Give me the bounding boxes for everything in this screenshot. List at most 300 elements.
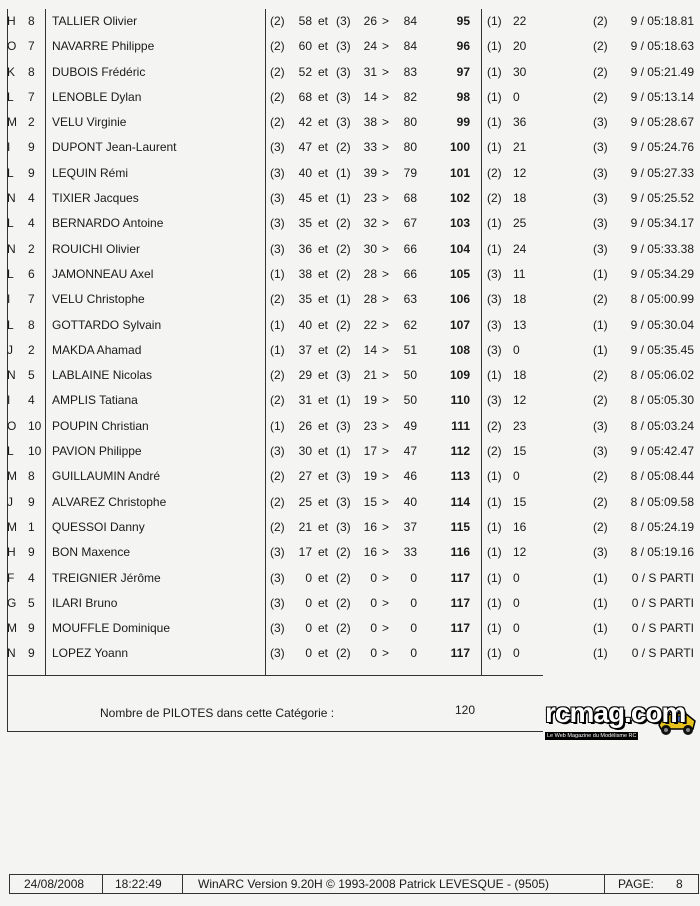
run-a-label: (2) xyxy=(270,14,285,28)
arrow-symbol: > xyxy=(382,469,390,484)
total-points: 80 xyxy=(403,140,417,155)
heat-letter: J xyxy=(7,342,13,357)
joiner-text: et xyxy=(318,292,329,307)
arrow-symbol: > xyxy=(382,115,390,130)
best-result: 8 / 05:05.30 xyxy=(630,393,694,408)
driver-name: PAVION Philippe xyxy=(52,444,142,459)
arrow-symbol: > xyxy=(382,342,390,357)
driver-name: LABLAINE Nicolas xyxy=(52,368,153,383)
joiner-text: et xyxy=(318,64,329,79)
run-a-laps: 37 xyxy=(298,342,312,357)
heat-letter: N xyxy=(7,368,16,383)
best-result: 9 / 05:34.17 xyxy=(630,216,694,231)
total-points: 84 xyxy=(403,39,417,54)
table-row xyxy=(0,641,700,666)
run-a-laps: 40 xyxy=(298,317,312,332)
arrow-symbol: > xyxy=(382,444,390,459)
run-a-laps: 26 xyxy=(298,418,312,433)
run-a-laps: 35 xyxy=(298,216,312,231)
qual-label: (1) xyxy=(487,89,502,104)
run-a-laps: 21 xyxy=(298,519,312,534)
total-points: 49 xyxy=(403,418,417,433)
driver-name: QUESSOI Danny xyxy=(52,519,145,534)
heat-letter: L xyxy=(7,266,14,281)
qual-label: (3) xyxy=(487,292,502,307)
footer-page-number: 8 xyxy=(676,877,683,891)
final-rank: 117 xyxy=(450,621,470,636)
driver-number: 9 xyxy=(28,165,35,180)
qual-points: 0 xyxy=(513,570,520,585)
best-result: 8 / 05:00.99 xyxy=(630,292,694,307)
heat-letter: L xyxy=(7,216,14,231)
driver-number: 4 xyxy=(28,570,35,585)
run-b-laps: 28 xyxy=(363,292,377,307)
joiner-text: et xyxy=(318,191,329,206)
pilot-count-label: Nombre de PILOTES dans cette Catégorie : xyxy=(100,706,335,720)
driver-number: 2 xyxy=(28,115,35,130)
total-points: 63 xyxy=(403,292,417,307)
qual-points: 18 xyxy=(513,292,527,307)
best-result: 9 / 05:18.81 xyxy=(630,14,694,28)
qual-points: 22 xyxy=(513,14,527,28)
driver-name: ALVAREZ Christophe xyxy=(52,494,167,509)
best-run-label: (3) xyxy=(593,216,608,231)
run-a-laps: 0 xyxy=(305,646,312,661)
driver-number: 4 xyxy=(28,216,35,231)
best-result: 8 / 05:19.16 xyxy=(630,545,694,560)
table-row xyxy=(0,211,700,236)
run-b-label: (3) xyxy=(336,368,351,383)
run-a-laps: 40 xyxy=(298,165,312,180)
run-b-label: (2) xyxy=(336,317,351,332)
total-points: 67 xyxy=(403,216,417,231)
final-rank: 100 xyxy=(449,140,470,155)
qual-label: (1) xyxy=(487,64,502,79)
qual-label: (1) xyxy=(487,39,502,54)
heat-letter: N xyxy=(7,241,16,256)
run-b-laps: 16 xyxy=(363,545,377,560)
qual-label: (3) xyxy=(487,342,502,357)
final-rank: 113 xyxy=(450,469,470,484)
driver-number: 8 xyxy=(28,14,35,28)
run-b-label: (1) xyxy=(336,393,351,408)
run-b-label: (2) xyxy=(336,621,351,636)
table-row xyxy=(0,135,700,160)
arrow-symbol: > xyxy=(382,494,390,509)
qual-points: 0 xyxy=(513,595,520,610)
joiner-text: et xyxy=(318,519,329,534)
run-a-label: (2) xyxy=(270,64,285,79)
joiner-text: et xyxy=(318,266,329,281)
run-a-laps: 58 xyxy=(298,14,312,28)
run-b-laps: 22 xyxy=(363,317,377,332)
run-a-laps: 0 xyxy=(305,570,312,585)
run-a-laps: 0 xyxy=(305,621,312,636)
total-points: 0 xyxy=(410,570,417,585)
final-rank: 108 xyxy=(449,342,470,357)
heat-letter: K xyxy=(7,64,16,79)
driver-name: BERNARDO Antoine xyxy=(52,216,164,231)
best-result: 9 / 05:42.47 xyxy=(630,444,694,459)
table-row xyxy=(0,464,700,489)
run-b-laps: 19 xyxy=(363,469,377,484)
total-points: 79 xyxy=(403,165,417,180)
run-b-label: (2) xyxy=(336,595,351,610)
heat-letter: N xyxy=(7,191,16,206)
qual-points: 13 xyxy=(513,317,527,332)
best-run-label: (2) xyxy=(593,368,608,383)
run-b-laps: 32 xyxy=(363,216,377,231)
arrow-symbol: > xyxy=(382,39,390,54)
heat-letter: M xyxy=(7,115,17,130)
arrow-symbol: > xyxy=(382,140,390,155)
best-run-label: (1) xyxy=(593,317,608,332)
driver-number: 5 xyxy=(28,595,35,610)
run-b-laps: 0 xyxy=(370,621,377,636)
run-a-label: (3) xyxy=(270,140,285,155)
driver-name: GOTTARDO Sylvain xyxy=(52,317,162,332)
joiner-text: et xyxy=(318,342,329,357)
final-rank: 109 xyxy=(449,368,470,383)
best-result: 9 / 05:27.33 xyxy=(630,165,694,180)
best-run-label: (1) xyxy=(593,646,608,661)
run-b-label: (3) xyxy=(336,14,351,28)
qual-label: (1) xyxy=(487,241,502,256)
qual-label: (1) xyxy=(487,216,502,231)
best-result: 9 / 05:34.29 xyxy=(630,266,694,281)
joiner-text: et xyxy=(318,368,329,383)
run-a-label: (2) xyxy=(270,494,285,509)
qual-label: (2) xyxy=(487,165,502,180)
driver-name: DUPONT Jean-Laurent xyxy=(52,140,177,155)
driver-number: 1 xyxy=(28,519,35,534)
pilot-count-value: 120 xyxy=(455,703,476,717)
total-points: 33 xyxy=(403,545,417,560)
page-footer xyxy=(9,874,699,894)
run-a-laps: 35 xyxy=(298,292,312,307)
run-b-label: (2) xyxy=(336,545,351,560)
joiner-text: et xyxy=(318,646,329,661)
arrow-symbol: > xyxy=(382,545,390,560)
run-b-label: (3) xyxy=(336,494,351,509)
qual-points: 11 xyxy=(513,266,526,281)
best-run-label: (1) xyxy=(593,266,608,281)
qual-points: 30 xyxy=(513,64,527,79)
joiner-text: et xyxy=(318,545,329,560)
run-a-label: (3) xyxy=(270,165,285,180)
total-points: 50 xyxy=(403,368,417,383)
qual-label: (2) xyxy=(487,418,502,433)
qual-points: 16 xyxy=(513,519,527,534)
footer-page-label: PAGE: xyxy=(618,877,654,891)
run-a-laps: 31 xyxy=(298,393,312,408)
best-result: 8 / 05:24.19 xyxy=(630,519,694,534)
heat-letter: O xyxy=(7,39,17,54)
driver-number: 7 xyxy=(28,89,35,104)
best-result: 8 / 05:06.02 xyxy=(630,368,694,383)
rcmag-logo xyxy=(545,697,697,743)
run-a-label: (3) xyxy=(270,646,285,661)
final-rank: 96 xyxy=(456,39,470,54)
total-points: 51 xyxy=(403,342,417,357)
final-rank: 107 xyxy=(449,317,470,332)
table-row xyxy=(0,237,700,262)
driver-name: ILARI Bruno xyxy=(52,595,118,610)
heat-letter: L xyxy=(7,165,14,180)
best-result: 9 / 05:33.38 xyxy=(630,241,694,256)
run-b-label: (2) xyxy=(336,266,351,281)
run-b-laps: 0 xyxy=(370,646,377,661)
driver-name: NAVARRE Philippe xyxy=(52,39,155,54)
qual-points: 0 xyxy=(513,621,520,636)
best-result: 9 / 05:13.14 xyxy=(630,89,694,104)
joiner-text: et xyxy=(318,595,329,610)
final-rank: 101 xyxy=(449,165,470,180)
driver-name: ROUICHI Olivier xyxy=(52,241,141,256)
total-points: 0 xyxy=(410,595,417,610)
qual-label: (1) xyxy=(487,469,502,484)
driver-name: LOPEZ Yoann xyxy=(52,646,129,661)
joiner-text: et xyxy=(318,494,329,509)
run-b-laps: 17 xyxy=(363,444,377,459)
qual-label: (1) xyxy=(487,595,502,610)
best-run-label: (2) xyxy=(593,469,608,484)
qual-label: (2) xyxy=(487,444,502,459)
heat-letter: J xyxy=(7,494,13,509)
table-row xyxy=(0,490,700,515)
run-b-laps: 38 xyxy=(363,115,377,130)
run-b-laps: 23 xyxy=(363,418,377,433)
best-run-label: (2) xyxy=(593,494,608,509)
run-a-label: (1) xyxy=(270,418,285,433)
joiner-text: et xyxy=(318,418,329,433)
heat-letter: G xyxy=(7,595,17,610)
arrow-symbol: > xyxy=(382,14,390,28)
qual-points: 15 xyxy=(513,494,527,509)
qual-points: 12 xyxy=(513,393,527,408)
best-result: 0 / S PARTI xyxy=(631,646,694,661)
best-result: 9 / 05:24.76 xyxy=(630,140,694,155)
qual-points: 18 xyxy=(513,191,527,206)
arrow-symbol: > xyxy=(382,241,390,256)
table-row xyxy=(0,540,700,565)
table-row xyxy=(0,515,700,540)
heat-letter: O xyxy=(7,418,17,433)
final-rank: 115 xyxy=(450,519,470,534)
run-a-laps: 52 xyxy=(298,64,312,79)
run-a-label: (2) xyxy=(270,393,285,408)
run-a-label: (1) xyxy=(270,317,285,332)
final-rank: 105 xyxy=(449,266,470,281)
run-b-laps: 16 xyxy=(363,519,377,534)
driver-number: 8 xyxy=(28,64,35,79)
run-b-label: (1) xyxy=(336,191,351,206)
run-a-label: (3) xyxy=(270,444,285,459)
driver-name: BON Maxence xyxy=(52,545,131,560)
best-run-label: (1) xyxy=(593,342,608,357)
best-run-label: (1) xyxy=(593,570,608,585)
qual-label: (3) xyxy=(487,317,502,332)
best-result: 8 / 05:09.58 xyxy=(630,494,694,509)
arrow-symbol: > xyxy=(382,646,390,661)
joiner-text: et xyxy=(318,241,329,256)
final-rank: 99 xyxy=(456,115,470,130)
arrow-symbol: > xyxy=(382,418,390,433)
run-b-label: (2) xyxy=(336,216,351,231)
driver-name: MAKDA Ahamad xyxy=(52,342,142,357)
total-points: 62 xyxy=(403,317,417,332)
run-a-laps: 68 xyxy=(298,89,312,104)
run-b-label: (3) xyxy=(336,519,351,534)
run-b-laps: 26 xyxy=(363,14,377,28)
qual-label: (1) xyxy=(487,570,502,585)
run-a-laps: 36 xyxy=(298,241,312,256)
run-b-laps: 14 xyxy=(363,342,377,357)
run-b-label: (3) xyxy=(336,64,351,79)
run-a-label: (2) xyxy=(270,368,285,383)
run-b-label: (3) xyxy=(336,89,351,104)
arrow-symbol: > xyxy=(382,621,390,636)
driver-number: 8 xyxy=(28,317,35,332)
total-points: 47 xyxy=(403,444,417,459)
arrow-symbol: > xyxy=(382,64,390,79)
total-points: 68 xyxy=(403,191,417,206)
driver-number: 8 xyxy=(28,469,35,484)
total-points: 80 xyxy=(403,115,417,130)
final-rank: 97 xyxy=(456,64,470,79)
table-row xyxy=(0,363,700,388)
qual-label: (2) xyxy=(487,191,502,206)
final-rank: 95 xyxy=(456,14,470,28)
run-b-laps: 28 xyxy=(363,266,377,281)
best-result: 8 / 05:03.24 xyxy=(630,418,694,433)
run-a-laps: 27 xyxy=(298,469,312,484)
run-a-label: (1) xyxy=(270,342,285,357)
table-row xyxy=(0,439,700,464)
arrow-symbol: > xyxy=(382,570,390,585)
heat-letter: I xyxy=(7,140,11,155)
best-result: 9 / 05:18.63 xyxy=(630,39,694,54)
table-row xyxy=(0,591,700,616)
driver-name: POUPIN Christian xyxy=(52,418,149,433)
best-result: 9 / 05:30.04 xyxy=(630,317,694,332)
best-result: 8 / 05:08.44 xyxy=(630,469,694,484)
run-a-label: (2) xyxy=(270,519,285,534)
best-run-label: (3) xyxy=(593,444,608,459)
logo-wordmark: rcmag.com xyxy=(545,697,686,728)
heat-letter: L xyxy=(7,89,14,104)
driver-name: GUILLAUMIN André xyxy=(52,469,161,484)
driver-name: TREIGNIER Jérôme xyxy=(52,570,161,585)
driver-number: 10 xyxy=(28,444,42,459)
total-points: 0 xyxy=(410,621,417,636)
final-rank: 106 xyxy=(449,292,470,307)
joiner-text: et xyxy=(318,14,329,28)
run-b-laps: 30 xyxy=(363,241,377,256)
run-b-label: (1) xyxy=(336,444,351,459)
run-b-laps: 33 xyxy=(363,140,377,155)
joiner-text: et xyxy=(318,393,329,408)
footer-divider xyxy=(102,875,103,893)
final-rank: 111 xyxy=(451,418,470,433)
best-result: 9 / 05:21.49 xyxy=(630,64,694,79)
best-result: 0 / S PARTI xyxy=(631,570,694,585)
total-points: 66 xyxy=(403,241,417,256)
arrow-symbol: > xyxy=(382,595,390,610)
qual-points: 25 xyxy=(513,216,527,231)
run-b-laps: 21 xyxy=(363,368,377,383)
footer-date: 24/08/2008 xyxy=(24,877,85,891)
final-rank: 104 xyxy=(449,241,470,256)
table-row xyxy=(0,60,700,85)
run-a-label: (1) xyxy=(270,266,285,281)
final-rank: 112 xyxy=(450,444,470,459)
arrow-symbol: > xyxy=(382,191,390,206)
arrow-symbol: > xyxy=(382,368,390,383)
table-row xyxy=(0,414,700,439)
run-a-label: (3) xyxy=(270,595,285,610)
total-points: 84 xyxy=(403,14,417,28)
driver-name: AMPLIS Tatiana xyxy=(52,393,138,408)
run-a-laps: 42 xyxy=(298,115,312,130)
driver-name: TIXIER Jacques xyxy=(52,191,139,206)
total-points: 83 xyxy=(403,64,417,79)
run-a-laps: 0 xyxy=(305,595,312,610)
run-b-label: (3) xyxy=(336,115,351,130)
driver-number: 9 xyxy=(28,646,35,661)
run-b-label: (2) xyxy=(336,342,351,357)
joiner-text: et xyxy=(318,621,329,636)
run-a-laps: 17 xyxy=(298,545,312,560)
best-run-label: (2) xyxy=(593,292,608,307)
qual-points: 21 xyxy=(513,140,527,155)
table-row xyxy=(0,262,700,287)
heat-letter: I xyxy=(7,393,11,408)
footer-software: WinARC Version 9.20H © 1993-2008 Patrick LEVESQUE - (9505) xyxy=(198,877,549,891)
driver-name: LEQUIN Rémi xyxy=(52,165,129,180)
driver-number: 9 xyxy=(28,621,35,636)
best-run-label: (3) xyxy=(593,165,608,180)
run-a-laps: 60 xyxy=(298,39,312,54)
heat-letter: L xyxy=(7,444,14,459)
arrow-symbol: > xyxy=(382,216,390,231)
heat-letter: M xyxy=(7,469,17,484)
footer-divider xyxy=(604,875,605,893)
run-b-label: (2) xyxy=(336,241,351,256)
run-b-laps: 15 xyxy=(363,494,377,509)
driver-number: 10 xyxy=(28,418,42,433)
driver-number: 9 xyxy=(28,140,35,155)
run-a-label: (3) xyxy=(270,191,285,206)
best-result: 9 / 05:25.52 xyxy=(630,191,694,206)
final-rank: 117 xyxy=(450,595,470,610)
heat-letter: H xyxy=(7,545,16,560)
arrow-symbol: > xyxy=(382,292,390,307)
qual-points: 18 xyxy=(513,368,527,383)
driver-number: 6 xyxy=(28,266,35,281)
run-b-laps: 24 xyxy=(363,39,377,54)
arrow-symbol: > xyxy=(382,519,390,534)
driver-number: 9 xyxy=(28,494,35,509)
qual-points: 20 xyxy=(513,39,527,54)
run-a-label: (2) xyxy=(270,115,285,130)
driver-number: 2 xyxy=(28,342,35,357)
best-run-label: (1) xyxy=(593,621,608,636)
qual-label: (1) xyxy=(487,621,502,636)
table-row xyxy=(0,186,700,211)
qual-label: (1) xyxy=(487,368,502,383)
run-b-laps: 23 xyxy=(363,191,377,206)
